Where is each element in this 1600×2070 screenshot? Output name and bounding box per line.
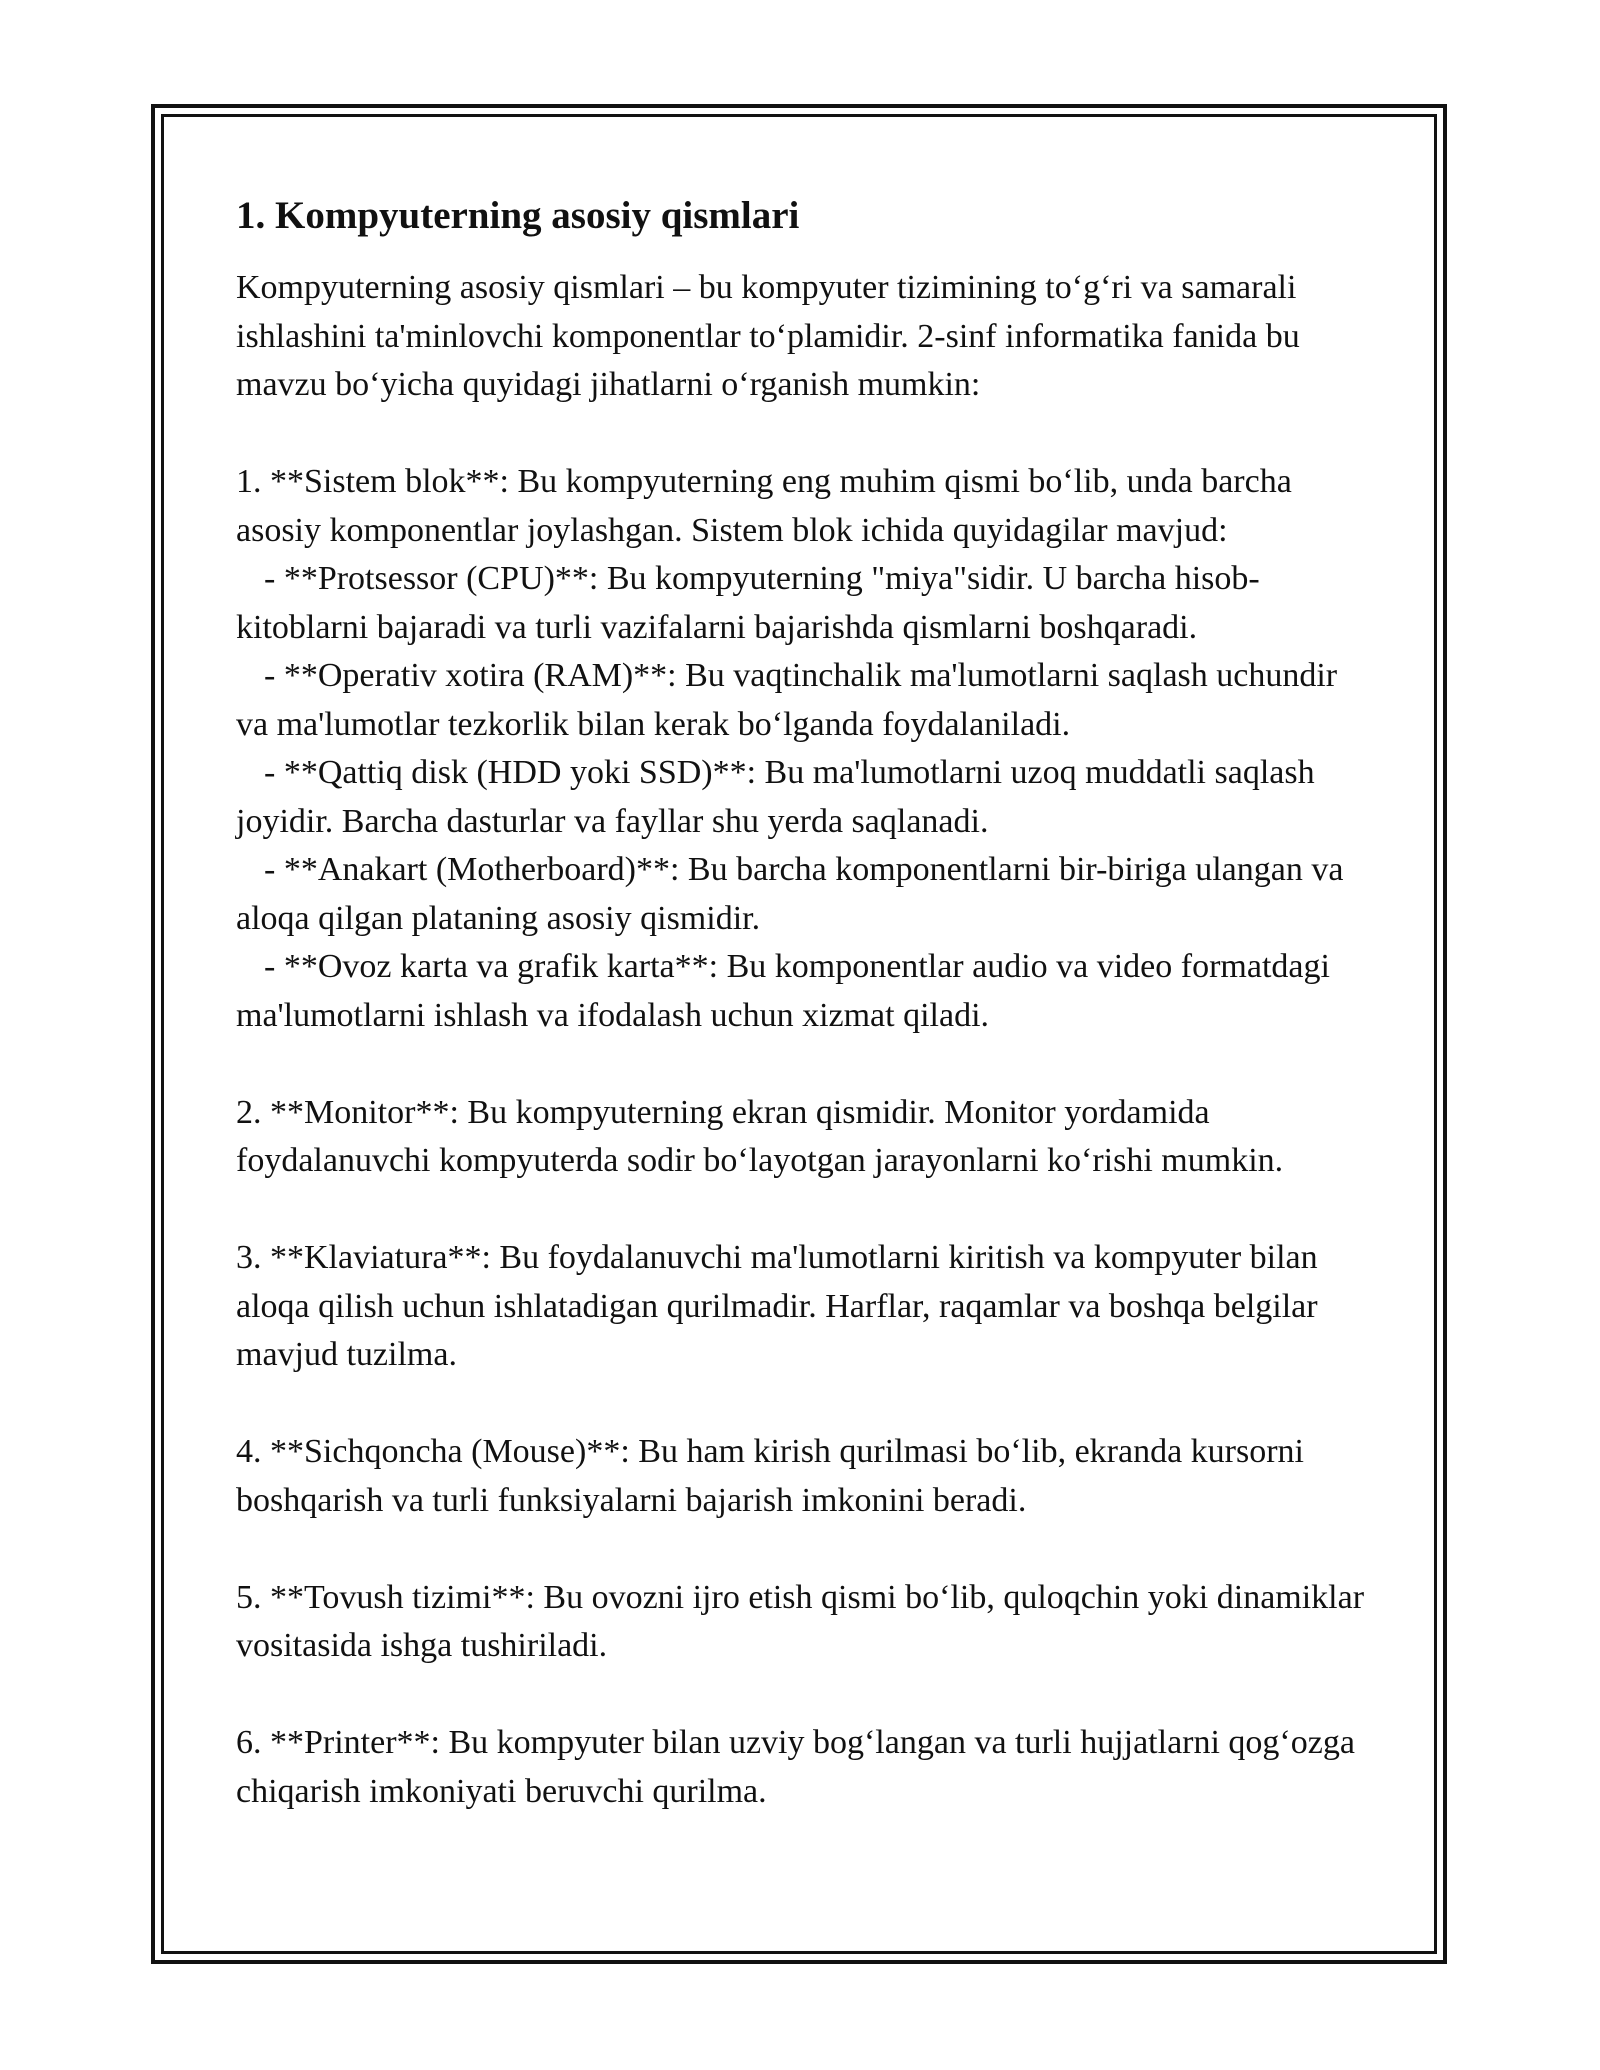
- document-body: [236, 186, 1376, 1816]
- subitem-sound-graphics-card: - **Ovoz karta va grafik karta**: Bu komponentlar audio va video formatdagi ma'lumotlarni ishlash va ifodalash uchun xizmat qiladi.: [236, 948, 1330, 1034]
- paragraph-gap: [236, 1380, 1376, 1429]
- paragraph-gap: [236, 1040, 1376, 1089]
- paragraph-gap: [236, 410, 1376, 459]
- subitem-hard-disk: - **Qattiq disk (HDD yoki SSD)**: Bu ma'lumotlarni uzoq muddatli saqlash joyidir. Barcha dasturlar va fayllar shu yerda saqlanadi.: [236, 754, 1315, 840]
- subitem-ram: - **Operativ xotira (RAM)**: Bu vaqtinchalik ma'lumotlarni saqlash uchundir va ma'lumotlar tezkorlik bilan kerak bo‘lganda foydalaniladi.: [236, 657, 1338, 743]
- subitem-cpu: - **Protsessor (CPU)**: Bu kompyuterning "miya"sidir. U barcha hisob-kitoblarni bajaradi va turli vazifalarni bajarishda qismlarni boshqaradi.: [236, 560, 1260, 646]
- paragraph-gap: [236, 1525, 1376, 1574]
- list-item-printer: 6. **Printer**: Bu kompyuter bilan uzviy bog‘langan va turli hujjatlarni qog‘ozga chiqarish imkoniyati beruvchi qurilma.: [236, 1724, 1355, 1810]
- list-item-sound-system: 5. **Tovush tizimi**: Bu ovozni ijro etish qismi bo‘lib, quloqchin yoki dinamiklar vositasida ishga tushiriladi.: [236, 1578, 1365, 1664]
- paragraph-gap: [236, 1186, 1376, 1235]
- list-item-monitor: 2. **Monitor**: Bu kompyuterning ekran qismidir. Monitor yordamida foydalanuvchi kompyuterda sodir bo‘layotgan jarayonlarni ko‘rishi mumkin.: [236, 1093, 1284, 1179]
- list-item-keyboard: 3. **Klaviatura**: Bu foydalanuvchi ma'lumotlarni kiritish va kompyuter bilan aloqa qilish uchun ishlatadigan qurilmadir. Harflar, raqamlar va boshqa belgilar mavjud tuzilma.: [236, 1239, 1318, 1373]
- list-item-mouse: 4. **Sichqoncha (Mouse)**: Bu ham kirish qurilmasi bo‘lib, ekranda kursorni boshqarish va turli funksiyalarni bajarish imkonini beradi.: [236, 1433, 1304, 1519]
- document-heading: 1. Kompyuterning asosiy qismlari: [236, 194, 800, 237]
- paragraph-gap: [236, 1671, 1376, 1720]
- list-item-system-unit: 1. **Sistem blok**: Bu kompyuterning eng muhim qismi bo‘lib, unda barcha asosiy komponentlar joylashgan. Sistem blok ichida quyidagilar mavjud:: [236, 463, 1292, 549]
- intro-paragraph: Kompyuterning asosiy qismlari – bu kompyuter tizimining to‘g‘ri va samarali ishlashini ta'minlovchi komponentlar to‘plamidir. 2-sinf informatika fanida bu mavzu bo‘yicha quyidagi jihatlarni o‘rganish mumkin:: [236, 269, 1300, 403]
- subitem-motherboard: - **Anakart (Motherboard)**: Bu barcha komponentlarni bir-biriga ulangan va aloqa qilgan plataning asosiy qismidir.: [236, 851, 1344, 937]
